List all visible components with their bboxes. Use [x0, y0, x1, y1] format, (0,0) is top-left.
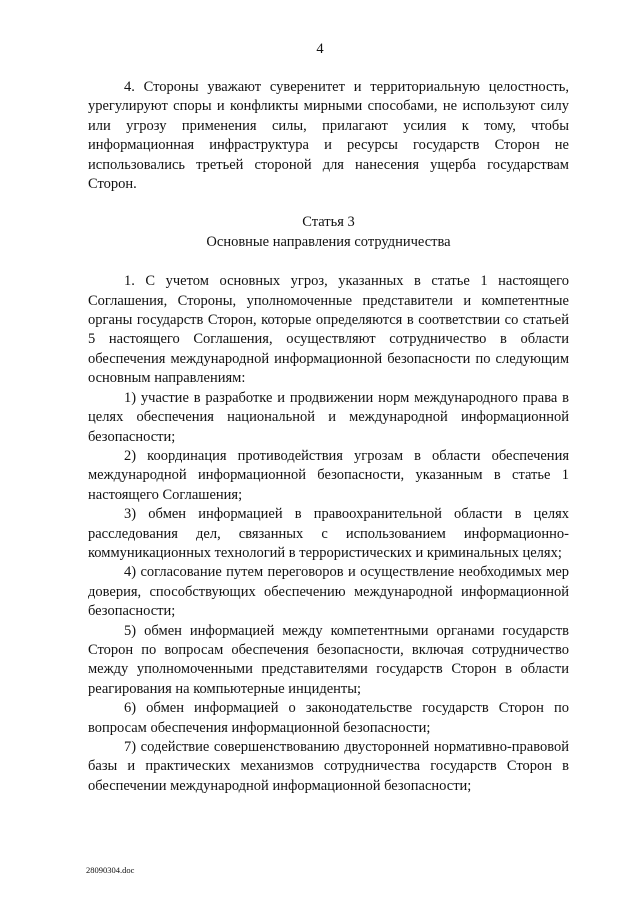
- list-item-4: 4) согласование путем переговоров и осуществление необходимых мер доверия, способствующих обеспечению международной информационной безопасности;: [88, 564, 569, 620]
- list-item-5: 5) обмен информацией между компетентными органами государств Сторон по вопросам обеспечения безопасности, включая сотрудничество между уполномоченными представителями государств Сторон в области реагирования на компьютерные инциденты;: [88, 622, 569, 697]
- list-item-6: 6) обмен информацией о законодательстве государств Сторон по вопросам обеспечения информационной безопасности;: [88, 700, 569, 736]
- article-title: Основные направления сотрудничества: [206, 233, 451, 250]
- paragraph-1: 1. С учетом основных угроз, указанных в статье 1 настоящего Соглашения, Стороны, уполномоченные представители и компетентные органы государств Сторон, которые определяются в соответствии со статьей 5 настоящего Соглашения, осуществляют сотрудничество в области обеспечения международной информационной безопасности по следующим основным направлениям:: [88, 273, 569, 387]
- document-body: [88, 78, 569, 796]
- footer-filename: 28090304.doc: [86, 865, 135, 875]
- list-item-7: 7) содействие совершенствованию двусторонней нормативно-правовой базы и практических механизмов сотрудничества государств Сторон в обеспечении международной информационной безопасности;: [88, 739, 569, 794]
- list-item-1: 1) участие в разработке и продвижении норм международного права в целях обеспечения национальной и международной информационной безопасности;: [88, 389, 569, 445]
- list-item-2: 2) координация противодействия угрозам в области обеспечения международной информационной безопасности, указанным в статье 1 настоящего Соглашения;: [88, 447, 569, 503]
- article-heading: [88, 213, 569, 252]
- article-number: Статья 3: [302, 214, 355, 231]
- page-number: 4: [316, 41, 324, 57]
- paragraph-4: 4. Стороны уважают суверенитет и территориальную целостность, урегулируют споры и конфликты мирными способами, не используют силу или угрозу применения силы, прилагают усилия к тому, чтобы информационная инфраструктура и ресурсы государств Сторон не использовались третьей стороной для нанесения ущерба государствам Сторон.: [88, 79, 569, 193]
- list-item-3: 3) обмен информацией в правоохранительной области в целях расследования дел, связанных с использованием информационно-коммуникационных технологий в террористических и криминальных целях;: [88, 506, 569, 561]
